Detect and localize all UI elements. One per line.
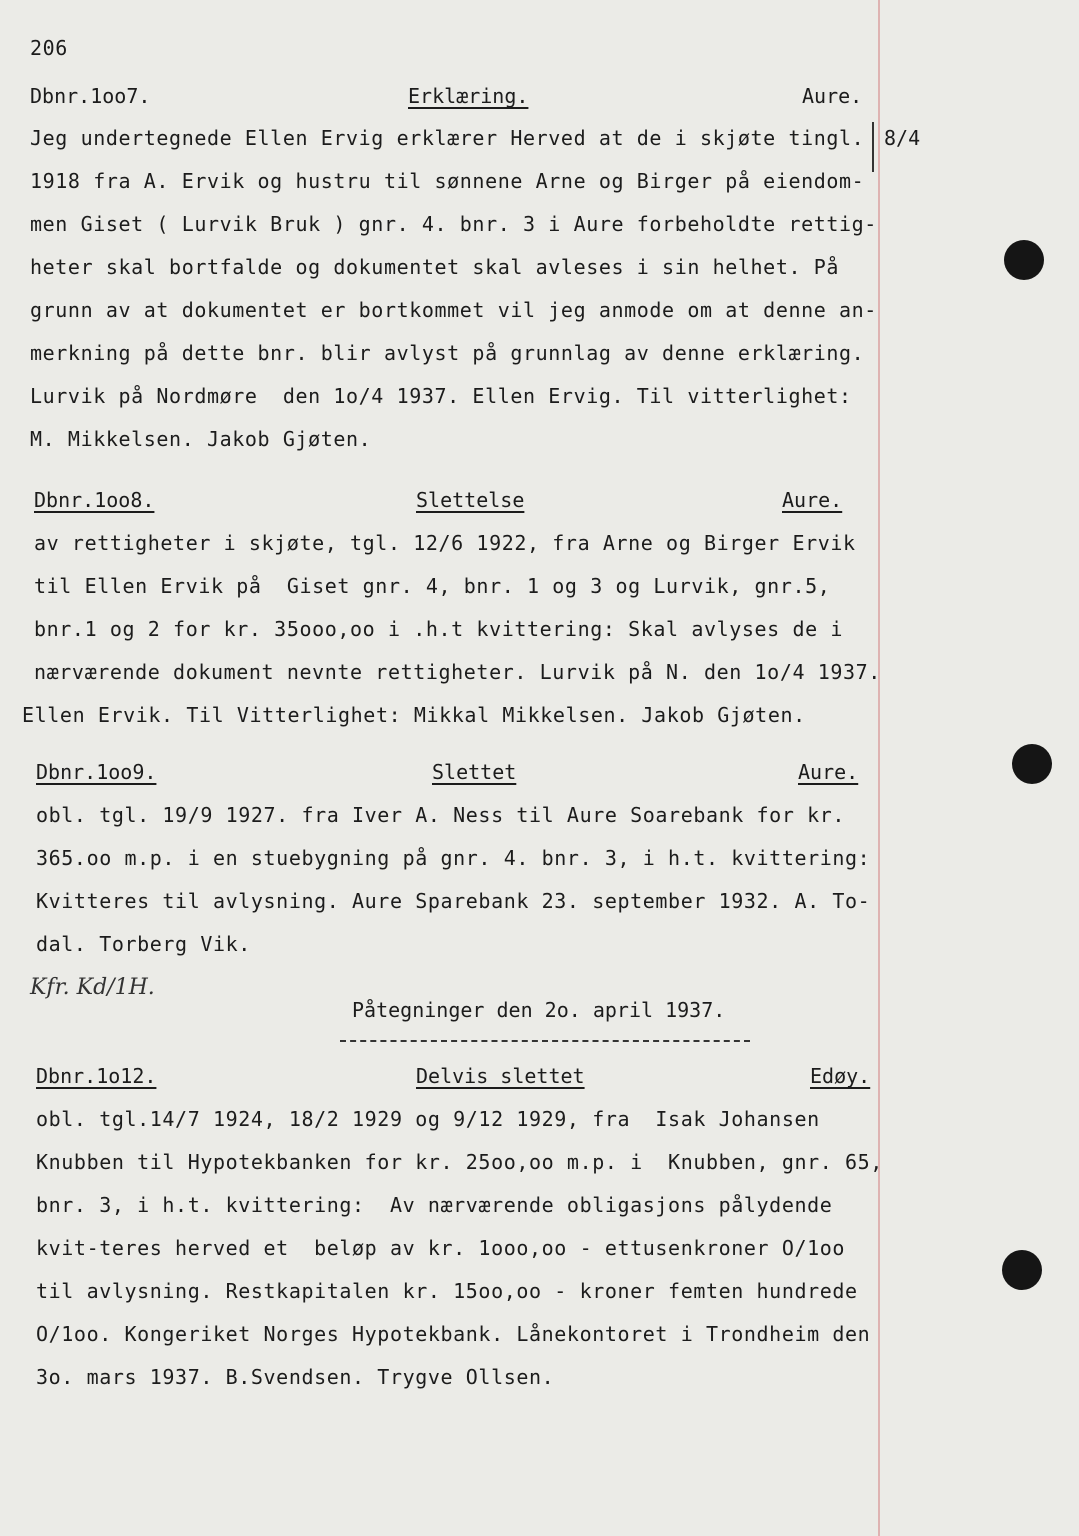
entry-line: av rettigheter i skjøte, tgl. 12/6 1922, fra Arne og Birger Ervik: [34, 531, 856, 555]
entry-line: Lurvik på Nordmøre den 1o/4 1937. Ellen Ervig. Til vitterlighet:: [30, 384, 852, 408]
entry-line: obl. tgl.14/7 1924, 18/2 1929 og 9/12 1929, fra Isak Johansen: [36, 1107, 820, 1131]
entry-line: kvit-teres herved et beløp av kr. 1ooo,oo - ettusenkroner O/1oo: [36, 1236, 846, 1260]
entry-line: Kvitteres til avlysning. Aure Sparebank 23. september 1932. A. To-: [36, 889, 871, 913]
entry-line: til avlysning. Restkapitalen kr. 15oo,oo - kroner femten hundrede: [36, 1279, 858, 1303]
entry-title: Slettelse: [416, 488, 525, 512]
entry-number: Dbnr.1oo7.: [30, 84, 151, 108]
entry-title: Slettet: [432, 760, 517, 784]
dashed-divider: [340, 1040, 750, 1042]
entry-line: Ellen Ervik. Til Vitterlighet: Mikkal Mikkelsen. Jakob Gjøten.: [22, 703, 806, 727]
entry-line: bnr. 3, i h.t. kvittering: Av nærværende obligasjons pålydende: [36, 1193, 833, 1217]
entry-line: Jeg undertegnede Ellen Ervig erklærer Herved at de i skjøte tingl.: [30, 126, 865, 150]
entry-number: Dbnr.1oo8.: [34, 488, 155, 512]
entry-line: til Ellen Ervik på Giset gnr. 4, bnr. 1 og 3 og Lurvik, gnr.5,: [34, 574, 831, 598]
entry-place: Aure.: [798, 760, 859, 784]
entry-header: [0, 760, 880, 786]
entry-line: men Giset ( Lurvik Bruk ) gnr. 4. bnr. 3 i Aure forbeholdte rettig-: [30, 212, 877, 236]
entry-place: Edøy.: [810, 1064, 871, 1088]
entry-line: M. Mikkelsen. Jakob Gjøten.: [30, 427, 372, 451]
margin-note: 8/4: [884, 126, 921, 150]
section-heading: Påtegninger den 2o. april 1937.: [352, 998, 726, 1022]
entry-header: [0, 84, 880, 110]
margin-mark: [872, 122, 874, 172]
entry-number: Dbnr.1o12.: [36, 1064, 157, 1088]
entry-header: [0, 1064, 880, 1090]
entry-header: [0, 488, 880, 514]
punch-hole-top: [1004, 240, 1044, 280]
entry-line: heter skal bortfalde og dokumentet skal avleses i sin helhet. På: [30, 255, 840, 279]
entry-line: nærværende dokument nevnte rettigheter. Lurvik på N. den 1o/4 1937.: [34, 660, 881, 684]
entry-line: bnr.1 og 2 for kr. 35ooo,oo i .h.t kvittering: Skal avlyses de i: [34, 617, 844, 641]
entry-line: grunn av at dokumentet er bortkommet vil jeg anmode om at denne an-: [30, 298, 877, 322]
entry-line: merkning på dette bnr. blir avlyst på grunnlag av denne erklæring.: [30, 341, 865, 365]
entry-line: O/1oo. Kongeriket Norges Hypotekbank. Lånekontoret i Trondheim den: [36, 1322, 871, 1346]
entry-number: Dbnr.1oo9.: [36, 760, 157, 784]
entry-title: Erklæring.: [408, 84, 529, 108]
entry-line: dal. Torberg Vik.: [36, 932, 251, 956]
entry-line: Knubben til Hypotekbanken for kr. 25oo,oo m.p. i Knubben, gnr. 65,: [36, 1150, 883, 1174]
entry-place: Aure.: [802, 84, 863, 108]
entry-line: obl. tgl. 19/9 1927. fra Iver A. Ness til Aure Soarebank for kr.: [36, 803, 846, 827]
punch-hole-bottom: [1002, 1250, 1042, 1290]
entry-line: 3o. mars 1937. B.Svendsen. Trygve Ollsen.: [36, 1365, 555, 1389]
entry-line: 1918 fra A. Ervik og hustru til sønnene Arne og Birger på eiendom-: [30, 169, 865, 193]
page-number: 206: [30, 36, 68, 60]
entry-line: 365.oo m.p. i en stuebygning på gnr. 4. bnr. 3, i h.t. kvittering:: [36, 846, 871, 870]
punch-hole-middle: [1012, 744, 1052, 784]
handwritten-note: Kfr. Kd/1H.: [30, 975, 155, 1000]
entry-place: Aure.: [782, 488, 843, 512]
entry-title: Delvis slettet: [416, 1064, 585, 1088]
